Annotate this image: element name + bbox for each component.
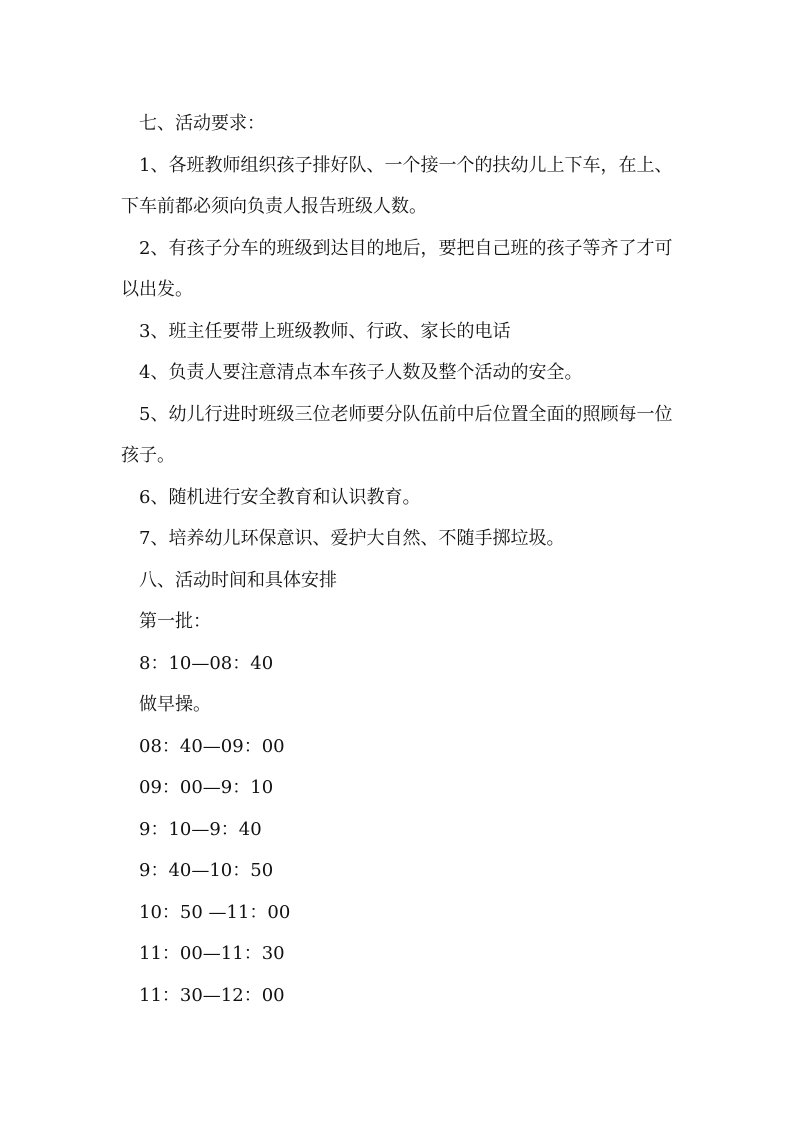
- document-body: [121, 103, 681, 1016]
- schedule-line-8: 11：00—11：30: [139, 943, 285, 964]
- schedule-line-3: 08：40—09：00: [139, 735, 285, 757]
- requirement-item-4: 4、负责人要注意清点本车孩子人数及整个活动的安全。: [139, 362, 583, 383]
- requirement-item-1: 1、各班教师组织孩子排好队、一个接一个的扶幼儿上下车，在上、下车前都必须向负责人报告班级人数。: [121, 154, 673, 217]
- schedule-line-7: 10：50 —11：00: [139, 901, 291, 923]
- schedule-line-5: 9：10—9：40: [139, 818, 262, 840]
- requirement-item-3: 3、班主任要带上班级教师、行政、家长的电话: [139, 320, 511, 342]
- requirement-item-6: 6、随机进行安全教育和认识教育。: [139, 486, 421, 508]
- schedule-line-2: 做早操。: [139, 694, 211, 715]
- schedule-line-9: 11：30—12：00: [139, 984, 285, 1006]
- batch-label: 第一批：: [139, 611, 211, 632]
- schedule-line-6: 9：40—10：50: [139, 860, 274, 881]
- section-eight-heading: 八、活动时间和具体安排: [139, 569, 337, 591]
- schedule-line-4: 09：00—9：10: [139, 777, 274, 798]
- section-seven-heading: 七、活动要求：: [139, 113, 265, 134]
- schedule-line-1: 8：10—08：40: [139, 652, 274, 674]
- requirement-item-2: 2、有孩子分车的班级到达目的地后，要把自己班的孩子等齐了才可以出发。: [121, 237, 673, 300]
- requirement-item-5: 5、幼儿行进时班级三位老师要分队伍前中后位置全面的照顾每一位孩子。: [121, 403, 673, 466]
- requirement-item-7: 7、培养幼儿环保意识、爱护大自然、不随手掷垃圾。: [139, 528, 565, 549]
